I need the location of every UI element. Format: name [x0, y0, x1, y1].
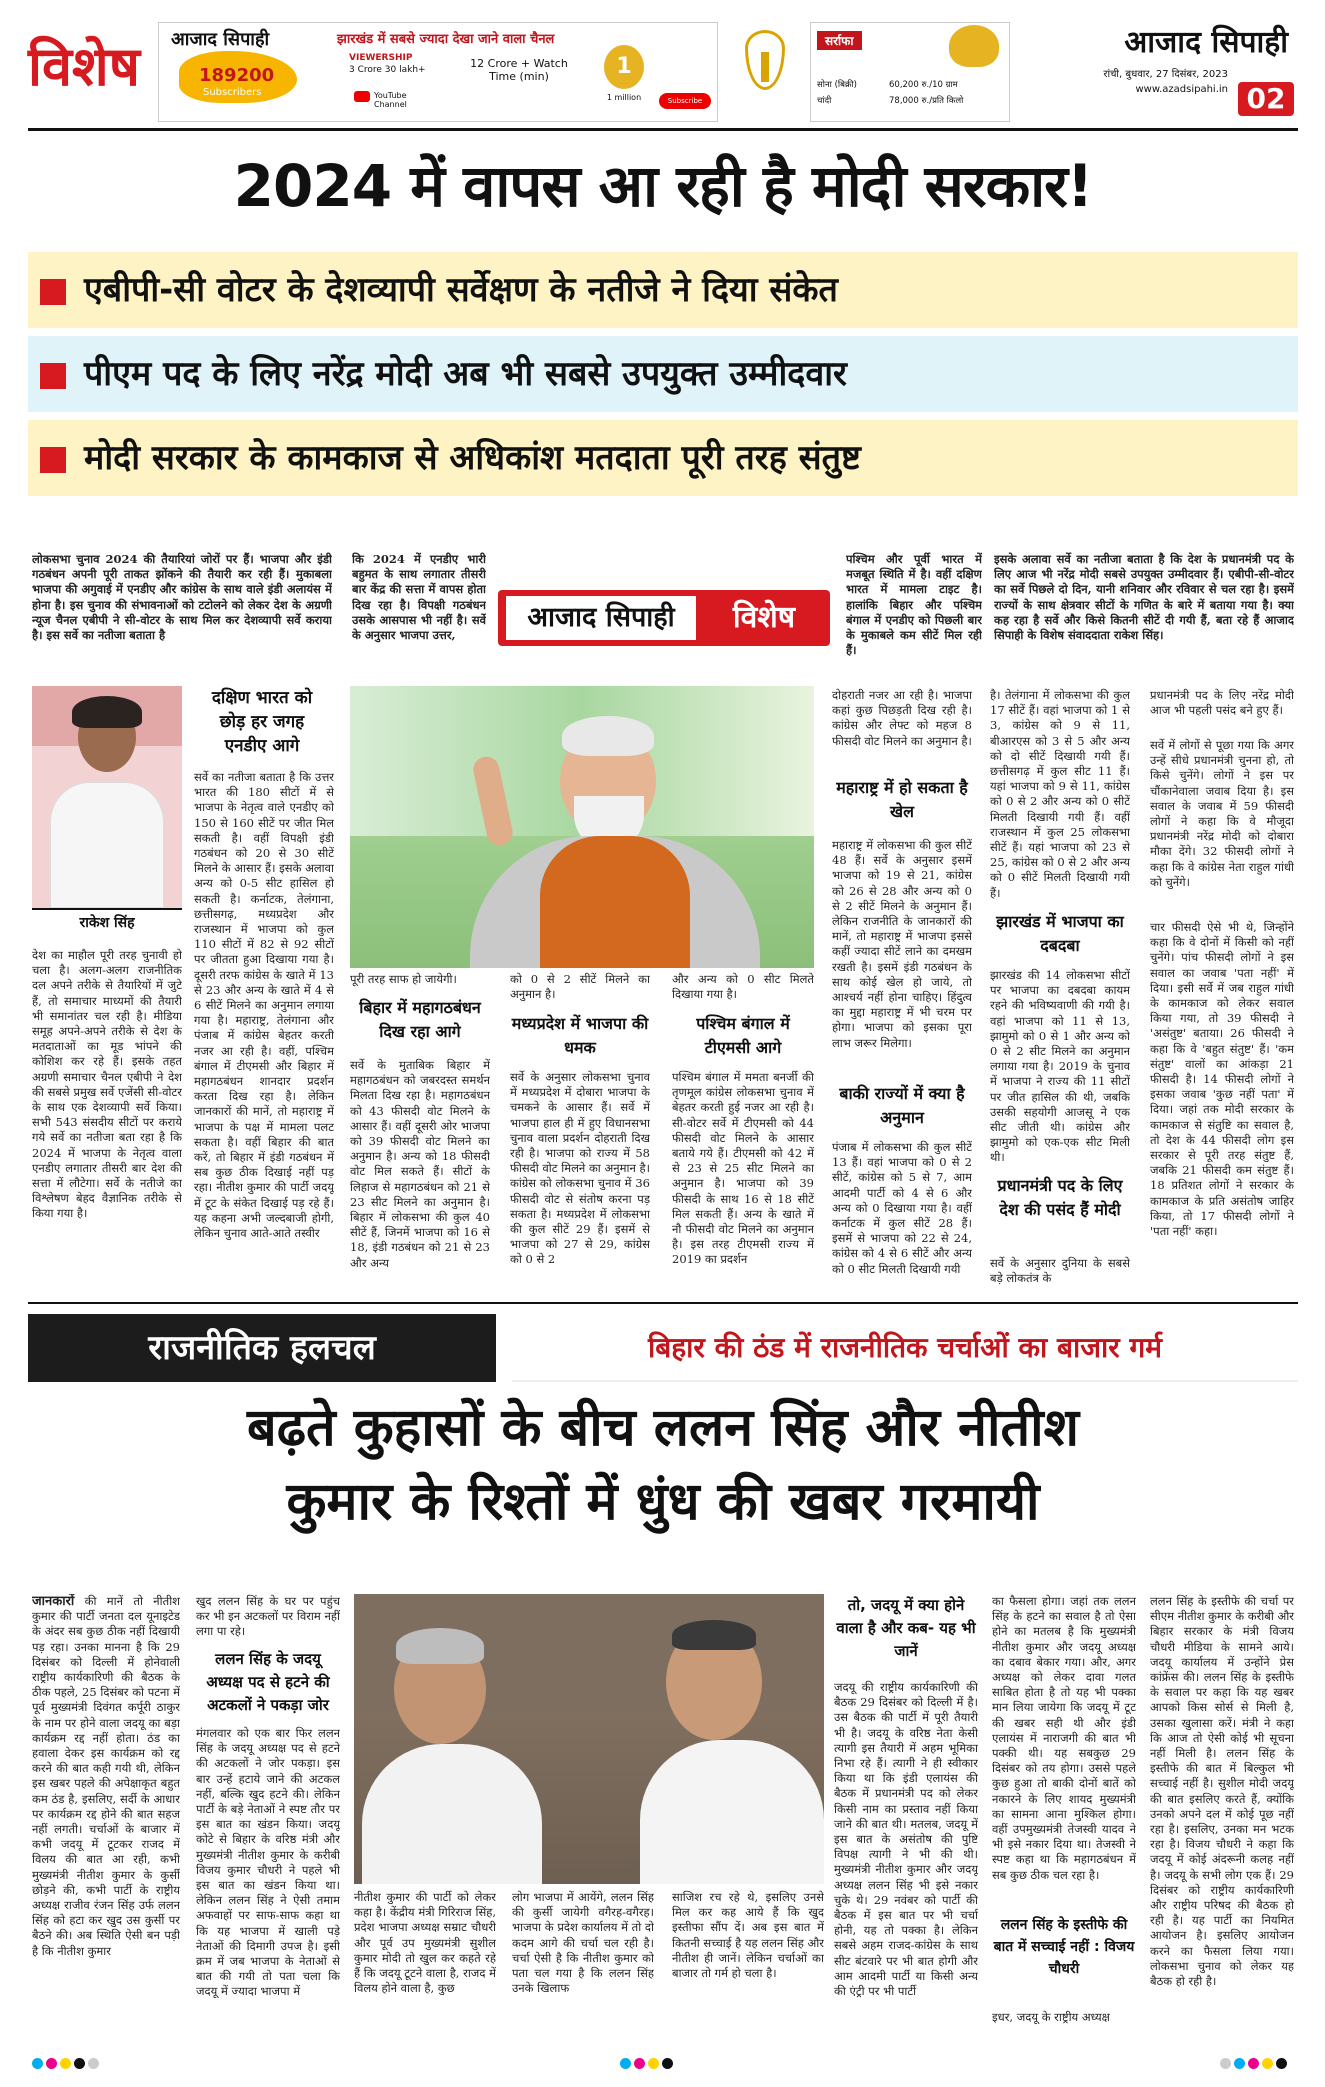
youtube-label: YouTube Channel [374, 91, 407, 109]
registration-dots [1220, 2054, 1310, 2068]
intro-text: पश्चिम और पूर्वी भारत में मजबूत स्थिति में है। वहीं दक्षिण भारत में मामला टाइट है। हालांकि बिहार और पश्चिम बंगाल में एनडीए को पिछली बार के मुकाबले कम सीटें मिल रही हैं। [846, 552, 982, 658]
pen-nib-icon [723, 22, 807, 122]
color-dot [1234, 2058, 1245, 2069]
viewership-value: 3 Crore 30 lakh+ [349, 65, 426, 75]
subscriber-count: 189200 [199, 65, 275, 86]
body-text: सर्वे के मुताबिक बिहार में महागठबंधन को जबरदस्त समर्थन मिलता दिख रहा है। महागठबंधन को 43 फीसदी वोट मिलने के आसार हैं। वहीं दूसरी ओर भाजपा को 39 फीसदी वोट मिलने का अनुमान है। अन्य को 18 फीसदी वोट मिल सकते हैं। सीटों के लिहाज से महागठबंधन को 21 से 23 सीट मिलने का अनुमान है। बिहार में लोकसभा की कुल 40 सीटें हैं, जिनमें भाजपा को 16 से 18, इंडी गठबंधन को 21 से 23 और अन्य [350, 1058, 490, 1270]
viewership-label: VIEWERSHIP [349, 53, 413, 63]
subscriber-label: Subscribers [203, 87, 262, 98]
body-text: ललन सिंह के इस्तीफे की चर्चा पर सीएम नीतीश कुमार के करीबी और बिहार सरकार के मंत्री विजय चौधरी मीडिया के सामने आये। जदयू कार्यालय में उन्होंने प्रेस कांफ्रेंस की। ललन सिंह के इस्तीफे के सवाल पर कहा कि यह खबर आपको किस सोर्स से मिली है, उसका खुलासा करें। मंत्री ने कहा कि आज तो ऐसी कोई भी सूचना नहीं मिली है। ललन सिंह के इस्तीफे की बात में बिल्कुल भी सच्चाई नहीं है। सुशील मोदी जदयू की बात इसलिए करते हैं, क्योंकि उनको अपने दल में कोई पूछ नहीं रहा है। इसलिए, उनका मन भटक रहा है। विजय चौधरी ने कहा कि जदयू में कोई अंदरूनी कलह नहीं है। जदयू के सभी लोग एक हैं। 29 दिसंबर को राष्ट्रीय कार्यकारिणी और राष्ट्रीय परिषद की बैठक हो रही है। यह पार्टी का नियमित आयोजन है। इसलिए आयोजन करने का फैसला लिया गया। लोकसभा चुनाव को लेकर यह बैठक हो रही है। [1150, 1594, 1294, 1989]
kicker: बिहार की ठंड में राजनीतिक चर्चाओं का बाजार गर्म [512, 1314, 1298, 1382]
color-dot [60, 2058, 71, 2069]
subscribe-button[interactable]: Subscribe NOW [659, 93, 711, 109]
deck-line: एबीपी-सी वोटर के देशव्यापी सर्वेक्षण के नतीजे ने दिया संकेत [28, 252, 1298, 328]
color-dot [46, 2058, 57, 2069]
subhead: दक्षिण भारत को छोड़ हर जगह एनडीए आगे [211, 688, 313, 756]
color-dot [620, 2058, 631, 2069]
subhead: तो, जदयू में क्या होने वाला है और कब- यह भी जानें [836, 1596, 976, 1660]
bullion-box [810, 22, 1010, 122]
deck-line: पीएम पद के लिए नरेंद्र मोदी अब भी सबसे उपयुक्त उम्मीदवार [28, 336, 1298, 412]
section-banner: राजनीतिक हलचल [28, 1314, 496, 1382]
body-text: सर्वे में लोगों से पूछा गया कि अगर उन्हें सीधे प्रधानमंत्री चुनना हो, तो किसे चुनेंगे। लोगों ने इस पर चौंकानेवाला जवाब दिया है। इस सवाल के जवाब में 59 फीसदी लोगों ने कहा कि वे मौजूदा प्रधानमंत्री नरेंद्र मोदी को दोबारा मौका देंगे। 32 फीसदी लोगों ने कहा कि वे कांग्रेस नेता राहुल गांधी को चुनेंगे। [1150, 738, 1294, 889]
body-text: मंगलवार को एक बार फिर ललन सिंह के जदयू अध्यक्ष पद से हटने की अटकलों ने जोर पकड़ा। इस बार उन्हें हटाये जाने की अटकल नहीं, बल्कि खुद हटने की। लेकिन पार्टी के बड़े नेताओं ने स्पष्ट तौर पर इस बात का खंडन किया। जदयू कोटे से बिहार के वरिष्ठ मंत्री और मुख्यमंत्री नीतीश कुमार के करीबी विजय कुमार चौधरी ने पहले भी इस बात का खंडन किया था। लेकिन ललन सिंह ने ऐसी तमाम अफवाहों पर साफ-साफ कहा था कि यह भाजपा में खाली पड़े नेताओं की दिमागी उपज है। इसी क्रम में जब भाजपा के नेताओं से बात की गयी तो पता चला कि जदयू में ज्यादा भाजपा में [196, 1726, 340, 1999]
channel-name: आजाद सिपाही [171, 29, 270, 50]
bullet-icon [40, 447, 66, 473]
intro-text: लोकसभा चुनाव 2024 की तैयारियां जोरों पर हैं। भाजपा और इंडी गठबंधन अपनी पूरी ताकत झोंकने की तैयारी कर रही हैं। मुकाबला भाजपा की अगुवाई में एनडीए और कांग्रेस के साथ वाले इंडी अलायंस में होना है। इस चुनाव की संभावनाओं को टटोलने को लेकर देश के अग्रणी न्यूज चैनल एबीपी ने सी-वोटर के साथ मिल कर देशव्यापी सर्वे कराया है। इस सर्वे का नतीजा बताता है [32, 552, 332, 643]
gold-bag-icon [949, 25, 999, 67]
subhead: मध्यप्रदेश में भाजपा की धमक [511, 1014, 649, 1057]
masthead [28, 22, 1298, 122]
color-dot [32, 2058, 43, 2069]
body-text: सर्वे के अनुसार दुनिया के सबसे बड़े लोकतंत्र के [990, 1256, 1130, 1286]
body-text: का फैसला होगा। जहां तक ललन सिंह के हटने का सवाल है तो ऐसा होने का मतलब है कि मुख्यमंत्री नीतीश कुमार और जदयू अध्यक्ष का दबाव बेकार गया। और, अगर अध्यक्ष को लेकर दावा गलत साबित होता है तो यह भी पक्का मान लिया जायेगा कि जदयू में टूट की खबर सही थी और इंडी एलायंस में नाराजगी की बात भी पक्की थी। यह सबकुछ 29 दिसंबर को तय होगा। उससे पहले कुछ हुआ तो बाकी दोनों बातें को नकारने के लिए शायद मुख्यमंत्री का सामना आना मुश्किल होगा। वहीं उपमुख्यमंत्री तेजस्वी यादव ने भी इसे नकार दिया था। तेजस्वी ने स्पष्ट कहा था कि महागठबंधन में सब कुछ ठीक चल रहा है। [992, 1594, 1136, 1882]
bullet-icon [40, 363, 66, 389]
color-dot [1262, 2058, 1273, 2069]
subhead: प्रधानमंत्री पद के लिए देश की पसंद हैं मोदी [997, 1176, 1123, 1219]
badge-section: विशेष [732, 600, 796, 635]
subhead: पश्चिम बंगाल में टीएमसी आगे [696, 1014, 790, 1057]
second-headline: कुमार के रिश्तों में धुंध की खबर गरमायी [286, 1472, 1040, 1532]
award-badge: 1 [604, 45, 644, 89]
intro-text: कि 2024 में एनडीए भारी बहुमत के साथ लगातार तीसरी बार केंद्र की सत्ता में वापस होता दिख रहा है। विपक्षी गठबंधन उसके आसपास भी नहीं है। सर्वे के अनुसार भाजपा उत्तर, [352, 552, 486, 643]
body-text: और अन्य को 0 सीट मिलते दिखाया गया है। [672, 972, 814, 1002]
body-text: सर्वे के अनुसार लोकसभा चुनाव में मध्यप्रदेश में दोबारा भाजपा के चमकने के आसार हैं। सर्वे में भाजपा हाल ही में हुए विधानसभा चुनाव वाला प्रदर्शन दोहराती दिख रही है। भाजपा को राज्य में 58 फीसदी वोट मिलने का अनुमान है। कांग्रेस को लोकसभा चुनाव में 36 फीसदी वोट से संतोष करना पड़ सकता है। मध्यप्रदेश में लोकसभा की कुल सीटें 29 हैं। इसमें से भाजपा को 27 से 29, कांग्रेस को 0 से 2 [510, 1070, 650, 1267]
color-dot [648, 2058, 659, 2069]
body-text: जानकारों की मानें तो नीतीश कुमार की पार्टी जनता दल यूनाइटेड के अंदर सब कुछ ठीक नहीं दिखायी पड़ रहा। उनका मानना है कि 29 दिसंबर को दिल्ली में होनेवाली राष्ट्रीय कार्यकारिणी की बैठक के ठीक पहले, 25 दिसंबर को पटना में पूर्व मुख्यमंत्री दिवंगत कर्पूरी ठाकुर के नाम पर होने वाला जदयू का बड़ा कार्यक्रम रद्द नहीं होता। ठंड का हवाला देकर इस कार्यक्रम को रद्द करने की बात कही गयी थी, लेकिन इस खबर पहले की अपेक्षाकृत बहुत कम ठंड है, इसलिए, सर्दी के आधार पर कार्यक्रम रद्द होने की बात सहज नहीं लगती। चर्चाओं के बाजार में कभी जदयू में टूटकर राजद में विलय की बात आ रही, कभी मुख्यमंत्री नीतीश कुमार के कुर्सी छोड़ने की, कभी पार्टी के राष्ट्रीय अध्यक्ष राजीव रंजन सिंह उर्फ ललन सिंह को हटा कर खुद उस कुर्सी पर बैठने की। अब स्थिति ऐसी बन पड़ी है कि नीतीश कुमार [32, 1594, 180, 1958]
body-text: महाराष्ट्र में लोकसभा की कुल सीटें 48 हैं। सर्वे के अनुसार इसमें भाजपा को 19 से 21, कांग्रेस को 26 से 28 और अन्य को 0 से 2 सीटें मिलने के अनुमान हैं। लेकिन राजनीति के जानकारों की मानें, तो महाराष्ट्र में भाजपा इससे कहीं ज्यादा सीटें लाने का दमखम रखती है। इसमें इंडी गठबंधन के साथ कोई खेल हो जाये, तो आश्चर्य नहीं होना चाहिए। हिंदुत्व का मुद्दा महाराष्ट्र में भी चरम पर होगा। भाजपा को इसका पूरा लाभ जरूर मिलेगा। [832, 838, 972, 1050]
section-divider [28, 1302, 1298, 1304]
section-label: विशेष [28, 34, 140, 98]
channel-tagline: झारखंड में सबसे ज्यादा देखा जाने वाला चैनल [337, 32, 555, 47]
color-dot [1248, 2058, 1259, 2069]
subhead: ललन सिंह के जदयू अध्यक्ष पद से हटने की अटकलों ने पकड़ा जोर [206, 1650, 330, 1714]
dateline: रांची, बुधवार, 27 दिसंबर, 2023 [1103, 69, 1228, 80]
subhead: महाराष्ट्र में हो सकता है खेल [836, 778, 968, 821]
award-text: 1 million [606, 93, 642, 102]
color-dot [634, 2058, 645, 2069]
channel-ad[interactable] [158, 22, 718, 122]
color-dot [74, 2058, 85, 2069]
bullion-row: सोना (बिक्री) 60,200 रु./10 ग्राम [817, 80, 958, 90]
body-text: प्रधानमंत्री पद के लिए नरेंद्र मोदी आज भी पहली पसंद बने हुए हैं। [1150, 688, 1294, 718]
paper-name: आजाद सिपाही [1124, 25, 1288, 60]
subhead: बाकी राज्यों में क्या है अनुमान [839, 1084, 965, 1127]
body-text: झारखंड की 14 लोकसभा सीटों पर भाजपा का दबदबा कायम रहने की भविष्यवाणी की गयी है। वहां भाजपा को 11 से 13, झामुमो को 0 से 1 और अन्य को 0 से 2 सीट मिलने का अनुमान लगाया गया है। 2019 के चुनाव में भाजपा ने राज्य की 11 सीटों पर जीत हासिल की थी, जबकि उसकी सहयोगी आजसू ने एक सीट जीती थी। कांग्रेस और झामुमो को एक-एक सीट मिली थी। [990, 968, 1130, 1165]
body-text: चार फीसदी ऐसे भी थे, जिन्होंने कहा कि वे दोनों में किसी को नहीं चुनेंगे। पांच फीसदी लोगों ने इस सवाल का जवाब 'पता नहीं' में दिया। इसी सर्वे में जब राहुल गांधी के कामकाज को लेकर सवाल किया गया, तो 39 फीसदी ने 'असंतुष्ट' बताया। 26 फीसदी ने कहा कि वे 'बहुत संतुष्ट' हैं। 'कम संतुष्ट' वालों का आंकड़ा 21 फीसदी है। 14 फीसदी लोगों ने इसका जवाब 'कुछ नहीं पता' में दिया। जहां तक मोदी सरकार के कामकाज से संतुष्टि का सवाल है, तो देश के 44 फीसदी लोग इस सरकार से पूरी तरह संतुष्ट हैं, जबकि 21 फीसदी कम संतुष्ट हैं। 18 प्रतिशत लोगों ने सरकार के कामकाज के प्रति असंतोष जाहिर किया, तो 17 फीसदी लोगों ने 'पता नहीं' कहा। [1150, 920, 1294, 1239]
body-text: देश का माहौल पूरी तरह चुनावी हो चला है। अलग-अलग राजनीतिक दल अपने तरीके से तैयारियों में जुटे हैं, तो समाचार माध्यमों की तैयारी भी समानांतर चल रही है। मीडिया समूह अपने-अपने तरीके से देश के मतदाताओं का मूड भांपने की कोशिश कर रहे हैं। इसके तहत अग्रणी समाचार चैनल एबीपी ने देश की सबसे प्रमुख सर्वे एजेंसी सी-वोटर के साथ एक देशव्यापी सर्वे किया। सभी 543 संसदीय सीटों पर कराये गये सर्वे का नतीजा बता रहा है कि 2024 में भाजपा के नेतृत्व वाला एनडीए लगातार तीसरी बार देश की सत्ता में लौटेगा। सर्वे के नतीजे का विश्लेषण बेहद वैज्ञानिक तरीके से किया गया है। [32, 948, 182, 1221]
color-dot [1220, 2058, 1231, 2069]
website: www.azadsipahi.in [1135, 84, 1228, 95]
body-text: लोग भाजपा में आयेंगे, ललन सिंह की कुर्सी जायेगी वगैरह-वगैरह। भाजपा के प्रदेश कार्यालय में तो दो कदम आगे की चर्चा चल रही है। चर्चा ऐसी है कि नीतीश कुमार को पता चल गया है कि ललन सिंह उनके खिलाफ [512, 1890, 654, 1996]
bullion-title: सर्राफा [817, 31, 862, 50]
body-text: साजिश रच रहे थे, इसलिए उनसे मिल कर कह आये हैं कि खुद इस्तीफा सौंप दें। अब इस बात में कितनी सच्चाई है यह ललन सिंह और नीतीश ही जानें। लेकिन चर्चाओं का बाजार तो गर्म हो चला है। [672, 1890, 824, 1981]
body-text: जदयू की राष्ट्रीय कार्यकारिणी की बैठक 29 दिसंबर को दिल्ली में है। उस बैठक की पार्टी में पूरी तैयारी भी है। जदयू के वरिष्ठ नेता केसी त्यागी इस तैयारी में अहम भूमिका निभा रहे हैं। त्यागी ने ही स्वीकार किया था कि इंडी एलायंस की बैठक में प्रधानमंत्री पद को लेकर किसी नाम का प्रस्ताव नहीं किया जाने की बात थी। मतलब, जदयू में इस बात के असंतोष की पुष्टि विपक्ष त्यागी ने भी की थी। मुख्यमंत्री नीतीश कुमार और जदयू अध्यक्ष ललन सिंह भी इसे नकार चुके थे। 29 नवंबर को पार्टी की बैठक में इस बात पर भी चर्चा होनी, यह तो पक्का है। लेकिन सबसे अहम राजद-कांग्रेस के साथ सीट बंटवारे पर भी बात होगी और आम आदमी पार्टी या किसी अन्य की एंट्री पर भी पार्टी [834, 1680, 978, 1999]
author-name: राकेश सिंह [32, 908, 182, 934]
youtube-icon [354, 91, 370, 102]
subhead: झारखंड में भाजपा का दबदबा [996, 912, 1124, 955]
body-text: खुद ललन सिंह के घर पर पहुंच कर भी इन अटकलों पर विराम नहीं लगा पा रहे। [196, 1594, 340, 1639]
body-text: को 0 से 2 सीटें मिलने का अनुमान है। [510, 972, 650, 1002]
deck-line: मोदी सरकार के कामकाज से अधिकांश मतदाता पूरी तरह संतुष्ट [28, 420, 1298, 496]
watch-time: 12 Crore + Watch Time (min) [470, 57, 568, 83]
lead-word: जानकारों [32, 1594, 75, 1609]
special-badge [498, 590, 830, 646]
badge-name: आजाद सिपाही [506, 596, 696, 640]
lalan-nitish-photo [354, 1594, 824, 1884]
registration-dots [32, 2054, 152, 2068]
masthead-rule [28, 128, 1298, 131]
body-text: पंजाब में लोकसभा की कुल सीटें 13 हैं। वहां भाजपा को 0 से 2 सीटें, कांग्रेस को 5 से 7, आम आदमी पार्टी को 4 से 6 और अन्य को 0 दिखाया गया है। वहीं कर्नाटक में कुल सीटें 28 हैं। इसमें से भाजपा को 22 से 24, कांग्रेस को 4 से 6 सीटें और अन्य को 0 सीट मिलती दिखायी गयी [832, 1140, 972, 1276]
color-dot [88, 2058, 99, 2069]
body-text: नीतीश कुमार की पार्टी को लेकर कहा है। केंद्रीय मंत्री गिरिराज सिंह, प्रदेश भाजपा अध्यक्ष सम्राट चौधरी और पूर्व उप मुख्यमंत्री सुशील कुमार मोदी तो खुल कर कहते रहे हैं कि जदयू टूटने वाला है, राजद में विलय होने वाला है, कुछ [354, 1890, 496, 1996]
modi-photo [350, 686, 814, 968]
body-text: पश्चिम बंगाल में ममता बनर्जी की तृणमूल कांग्रेस लोकसभा चुनाव में बेहतर करती हुई नजर आ रही है। सी-वोटर सर्वे में टीएमसी को 44 फीसदी वोट मिलने के आसार बताये गये हैं। टीएमसी को 42 में से 23 से 25 सीट मिलने का अनुमान है। भाजपा को 39 फीसदी के साथ 16 से 18 सीटें मिल सकती हैं। अन्य के खाते में नौ फीसदी वोट मिलने का अनुमान है। इस तरह टीएमसी राज्य में 2019 का प्रदर्शन [672, 1070, 814, 1267]
subhead: बिहार में महागठबंधन दिख रहा आगे [359, 998, 481, 1041]
second-headline: बढ़ते कुहासों के बीच ललन सिंह और नीतीश [247, 1398, 1079, 1458]
body-text: सर्वे का नतीजा बताता है कि उत्तर भारत की 180 सीटों में से भाजपा के नेतृत्व वाले एनडीए को 150 से 160 सीटें पर जीत मिल सकती है। वहीं विपक्षी इंडी गठबंधन को 20 से 30 सीटें मिलने के आसार हैं। इसके अलावा अन्य को 0-5 सीट हासिल हो सकती है। कर्नाटक, तेलंगाना, छत्तीसगढ़, मध्यप्रदेश और राजस्थान में भाजपा को कुल 110 सीटों में 82 से 92 सीटों पर जीतता हुआ दिखाया गया है। दूसरी तरफ कांग्रेस के खाते में 13 से 23 और अन्य के खाते में 4 से 6 सीटें मिलने का अनुमान लगाया गया है। महाराष्ट्र, तेलंगाना और पंजाब में कांग्रेस बेहतर करती नजर आ रही है। वहीं, पश्चिम बंगाल में टीएमसी और बिहार में महागठबंधन शानदार प्रदर्शन करता दिख रहा है। लेकिन जानकारों की मानें, तो महाराष्ट्र में भाजपा के पक्ष में मामला पलट सकता है। वहीं बिहार की बात करें, तो बिहार में इंडी गठबंधन में सब कुछ ठीक दिखाई नहीं पड़ रहा। नीतीश कुमार की पार्टी जदयू में टूट के संकेत दिखाई पड़ रहे हैं। यह कहना अभी जल्दबाजी होगी, लेकिन चुनाव आते-आते तस्वीर [194, 770, 334, 1241]
author-photo [32, 686, 182, 908]
body-text: पूरी तरह साफ हो जायेगी। [350, 972, 457, 986]
subhead: ललन सिंह के इस्तीफे की बात में सच्चाई नहीं : विजय चौधरी [993, 1917, 1135, 1977]
bullion-row: चांदी 78,000 रु./प्रति किलो [817, 96, 964, 106]
registration-dots [620, 2054, 700, 2068]
lead-headline: 2024 में वापस आ रही है मोदी सरकार! [233, 152, 1093, 220]
color-dot [662, 2058, 673, 2069]
body-text: दोहराती नजर आ रही है। भाजपा कहां कुछ पिछड़ती दिख रही है। कांग्रेस और लेफ्ट को महज 8 फीसदी वोट मिलने का अनुमान है। [832, 688, 972, 748]
bullet-icon [40, 279, 66, 305]
intro-text: इसके अलावा सर्वे का नतीजा बताता है कि देश के प्रधानमंत्री पद के लिए आज भी नरेंद्र मोदी सबसे उपयुक्त उम्मीदवार हैं। एबीपी-सी-वोटर का सर्वे पिछले दो दिन, यानी शनिवार और रविवार से चल रहा है। इसमें राज्यों के साथ क्षेत्रवार सीटों के गणित के बारे में बताया गया है। क्या कह रहा है सर्वे और किसे कितनी सीटें दी गयी हैं, बता रहे हैं आजाद सिपाही के विशेष संवाददाता राकेश सिंह। [994, 552, 1294, 643]
page-number: 02 [1238, 82, 1294, 116]
color-dot [1276, 2058, 1287, 2069]
body-text: इधर, जदयू के राष्ट्रीय अध्यक्ष [992, 2010, 1110, 2024]
body-text: है। तेलंगाना में लोकसभा की कुल 17 सीटें हैं। वहां भाजपा को 1 से 3, कांग्रेस को 9 से 11, बीआरएस को 3 से 5 और अन्य को दो सीटें दिखायी गयी हैं। छत्तीसगढ़ में कुल सीट 11 हैं। यहां भाजपा को 9 से 11, कांग्रेस को 0 से 2 और अन्य को 0 सीटें मिलती दिखायी गयी हैं। वहीं राजस्थान में कुल 25 लोकसभा सीटें हैं। यहां भाजपा को 23 से 25, कांग्रेस को 0 से 2 और अन्य को 0 सीटें मिलती दिखायी गयी हैं। [990, 688, 1130, 900]
